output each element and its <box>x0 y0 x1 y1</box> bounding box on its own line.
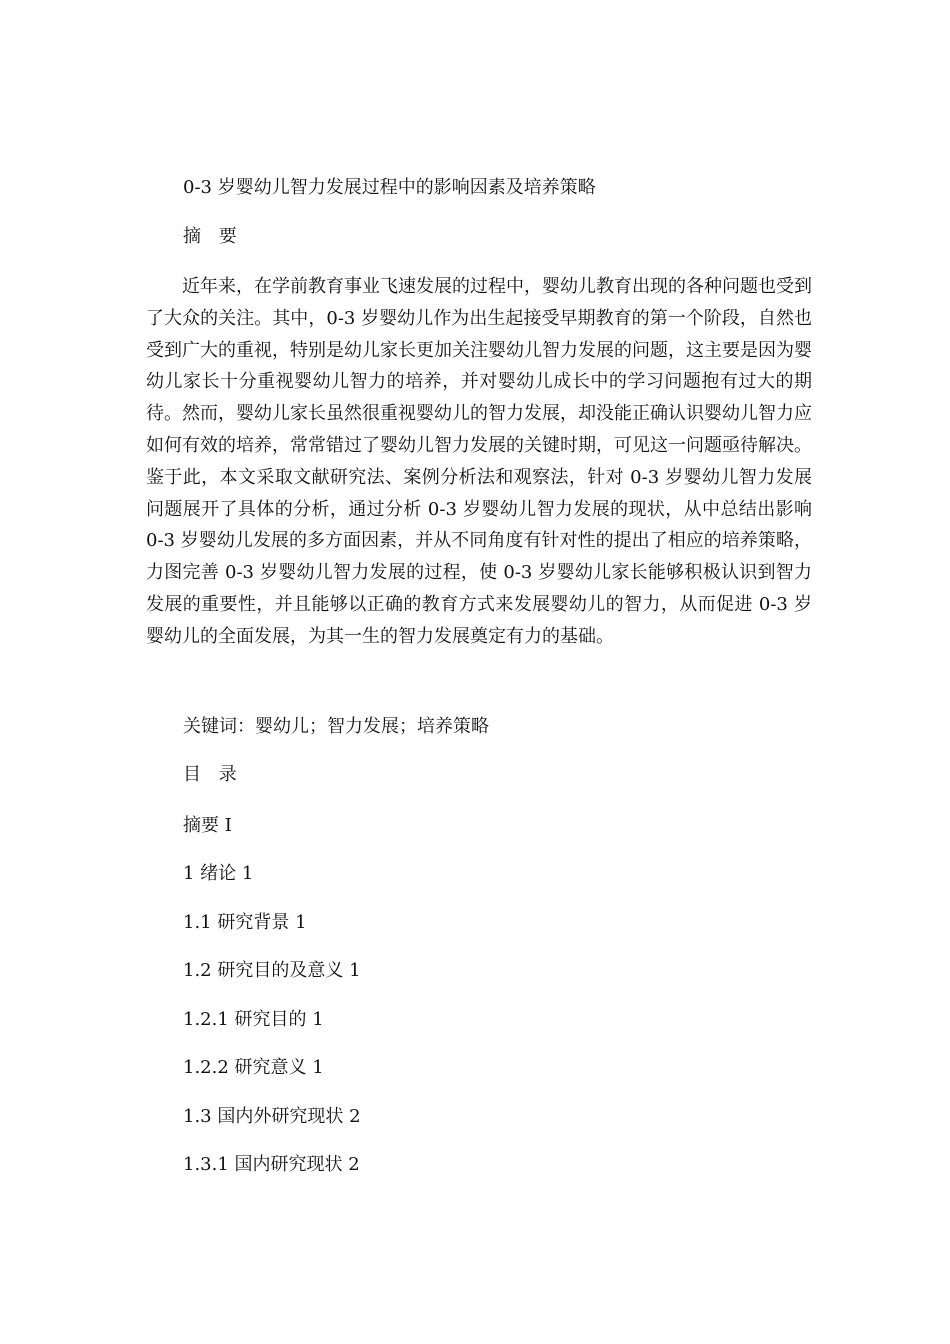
toc-heading: 目 录 <box>183 764 243 785</box>
toc-item: 摘要 I <box>183 815 232 836</box>
document-title: 0-3 岁婴幼儿智力发展过程中的影响因素及培养策略 <box>183 177 596 198</box>
abstract-heading: 摘 要 <box>183 226 243 247</box>
abstract-body: 近年来，在学前教育事业飞速发展的过程中，婴幼儿教育出现的各种问题也受到了大众的关注。其中，0-3 岁婴幼儿作为出生起接受早期教育的第一个阶段，自然也受到广大的重视，特别是幼儿家长更加关注婴幼儿智力发展的问题，这主要是因为婴幼儿家长十分重视婴幼儿智力的培养，并对婴幼儿成长中的学习问题抱有过大的期待。然而，婴幼儿家长虽然很重视婴幼儿的智力发展，却没能正确认识婴幼儿智力应如何有效的培养，常常错过了婴幼儿智力发展的关键时期，可见这一问题亟待解决。鉴于此，本文采取文献研究法、案例分析法和观察法，针对 0-3 岁婴幼儿智力发展问题展开了具体的分析，通过分析 0-3 岁婴幼儿智力发展的现状，从中总结出影响 0-3 岁婴幼儿发展的多方面因素，并从不同角度有针对性的提出了相应的培养策略，力图完善 0-3 岁婴幼儿智力发展的过程，使 0-3 岁婴幼儿家长能够积极认识到智力发展的重要性，并且能够以正确的教育方式来发展婴幼儿的智力，从而促进 0-3 岁婴幼儿的全面发展，为其一生的智力发展奠定有力的基础。 <box>146 276 812 647</box>
toc-item: 1.2.1 研究目的 1 <box>183 1009 324 1030</box>
toc-item: 1.2.2 研究意义 1 <box>183 1057 324 1078</box>
toc-item: 1.1 研究背景 1 <box>183 912 307 933</box>
toc-item: 1.3.1 国内研究现状 2 <box>183 1154 360 1175</box>
toc-item: 1.3 国内外研究现状 2 <box>183 1106 361 1127</box>
toc-item: 1 绪论 1 <box>183 863 254 884</box>
keywords-line: 关键词：婴幼儿；智力发展；培养策略 <box>183 716 489 737</box>
toc-item: 1.2 研究目的及意义 1 <box>183 960 361 981</box>
